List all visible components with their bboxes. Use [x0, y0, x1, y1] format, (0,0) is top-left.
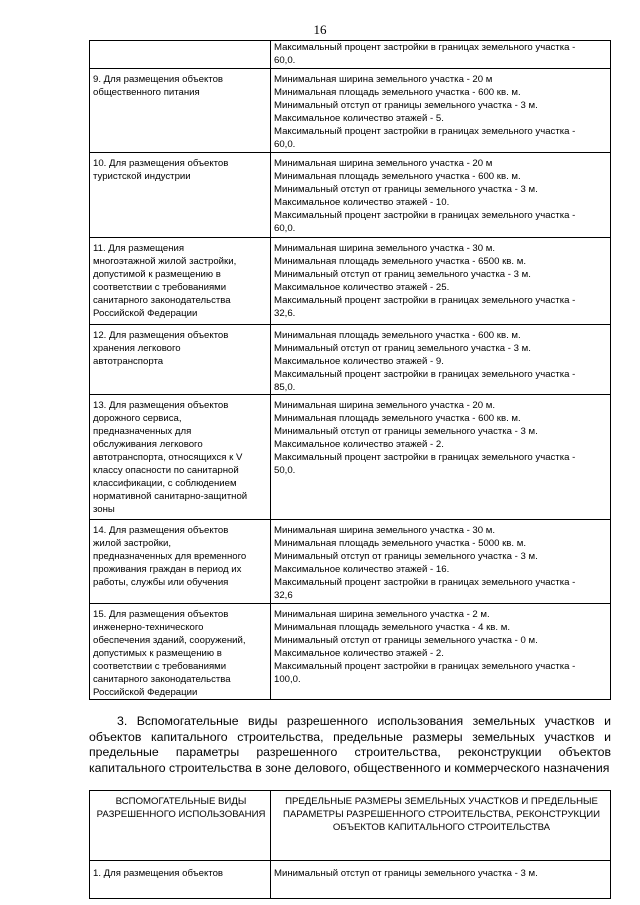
param-text-line: Минимальная ширина земельного участка - 2 м.: [274, 609, 490, 620]
use-text-line: 12. Для размещения объектов: [93, 330, 229, 341]
param-text-line: Минимальная площадь земельного участка - 600 кв. м.: [274, 330, 521, 341]
param-text-line: Максимальное количество этажей - 2.: [274, 439, 444, 450]
param-text-line: Минимальный отступ от границы земельного участка - 3 м.: [274, 184, 538, 195]
use-text-line: соответствии с требованиями: [93, 661, 227, 672]
use-cell: 1. Для размещения объектов: [90, 861, 271, 899]
param-text-line: 85,0.: [274, 382, 296, 393]
param-text-line: Минимальная ширина земельного участка - 20 м: [274, 74, 493, 85]
params-cell: [271, 395, 611, 520]
use-text-line: обслуживания легкового: [93, 439, 203, 450]
param-text-line: Максимальный процент застройки в границах земельного участка -: [274, 210, 576, 221]
param-text-line: Максимальный процент застройки в границах земельного участка -: [274, 661, 576, 672]
use-text-line: автотранспорта, относящихся к V: [93, 452, 243, 463]
use-cell: [90, 325, 271, 395]
table-row: [90, 604, 611, 700]
use-text-line: обеспечения зданий, сооружений,: [93, 635, 246, 646]
use-text-line: допустимых к размещению в: [93, 648, 222, 659]
params-cell: [271, 41, 611, 69]
params-cell: Минимальный отступ от границы земельного участка - 3 м.: [271, 861, 611, 899]
use-text-line: инженерно-технического: [93, 622, 204, 633]
table-row: [90, 153, 611, 238]
param-text-line: 32,6.: [274, 308, 296, 319]
table-row: [90, 325, 611, 395]
param-text-line: Максимальное количество этажей - 25.: [274, 282, 450, 293]
param-text-line: Минимальная площадь земельного участка - 5000 кв. м.: [274, 538, 526, 549]
section-3-heading: 3. Вспомогательные виды разрешенного использования земельных участков и объектов капитального строительства, предельные размеры земельных участков и предельные параметры разрешенного строительства, реконструкции объектов капитального строительства в зоне делового, общественного и коммерческого назначения: [89, 714, 611, 775]
param-text-line: Максимальный процент застройки в границах земельного участка -: [274, 42, 576, 53]
param-text-line: Максимальное количество этажей - 5.: [274, 113, 444, 124]
table-row: [90, 520, 611, 604]
param-text-line: Минимальный отступ от границ земельного участка - 3 м.: [274, 269, 531, 280]
use-text-line: многоэтажной жилой застройки,: [93, 256, 237, 267]
table-row: [90, 69, 611, 153]
params-cell: [271, 153, 611, 238]
use-text-line: предназначенных для: [93, 426, 192, 437]
use-text-line: 13. Для размещения объектов: [93, 400, 229, 411]
param-text-line: 100,0.: [274, 674, 301, 685]
use-text-line: нормативной санитарно-защитной: [93, 491, 248, 502]
table-header-row: [90, 791, 611, 861]
table-row: [90, 395, 611, 520]
param-text-line: Минимальная площадь земельного участка - 4 кв. м.: [274, 622, 510, 633]
use-text-line: 14. Для размещения объектов: [93, 525, 229, 536]
param-text-line: Минимальная площадь земельного участка - 600 кв. м.: [274, 87, 521, 98]
param-text-line: Минимальная площадь земельного участка - 600 кв. м.: [274, 171, 521, 182]
params-cell: [271, 325, 611, 395]
use-text-line: Российской Федерации: [93, 687, 198, 698]
param-text-line: Минимальный отступ от границы земельного участка - 0 м.: [274, 635, 538, 646]
use-text-line: классификации, с соблюдением: [93, 478, 237, 489]
param-text-line: Минимальный отступ от границ земельного участка - 3 м.: [274, 343, 531, 354]
table-row: [90, 861, 611, 899]
param-text-line: Минимальная площадь земельного участка - 6500 кв. м.: [274, 256, 526, 267]
param-text-line: Максимальное количество этажей - 2.: [274, 648, 444, 659]
param-text-line: Минимальная площадь земельного участка - 600 кв. м.: [274, 413, 521, 424]
param-text-line: 50,0.: [274, 465, 296, 476]
param-text-line: Максимальное количество этажей - 16.: [274, 564, 450, 575]
use-text-line: дорожного сервиса,: [93, 413, 182, 424]
use-text-line: 10. Для размещения объектов: [93, 158, 229, 169]
param-text-line: Максимальный процент застройки в границах земельного участка -: [274, 452, 576, 463]
param-text-line: 60,0.: [274, 223, 296, 234]
permitted-use-table: [89, 40, 611, 700]
param-text-line: Максимальный процент застройки в границах земельного участка -: [274, 369, 576, 380]
use-text-line: предназначенных для временного: [93, 551, 247, 562]
use-cell: [90, 238, 271, 325]
use-text-line: общественного питания: [93, 87, 200, 98]
use-text-line: санитарного законодательства: [93, 674, 231, 685]
page-number: 16: [313, 22, 327, 37]
use-cell: [90, 69, 271, 153]
use-text-line: автотранспорта: [93, 356, 164, 367]
param-text-line: Минимальная ширина земельного участка - 20 м: [274, 158, 493, 169]
table-row: [90, 41, 611, 69]
use-text-line: жилой застройки,: [93, 538, 172, 549]
param-text-line: Минимальная ширина земельного участка - 30 м.: [274, 243, 496, 254]
use-text-line: классу опасности по санитарной: [93, 465, 239, 476]
param-text-line: Минимальная ширина земельного участка - 30 м.: [274, 525, 496, 536]
params-cell: [271, 238, 611, 325]
param-text-line: Минимальный отступ от границы земельного участка - 3 м.: [274, 551, 538, 562]
param-text-line: Максимальное количество этажей - 10.: [274, 197, 450, 208]
use-text-line: туристской индустрии: [93, 171, 191, 182]
use-cell: [90, 604, 271, 700]
header-limit-parameters: ПРЕДЕЛЬНЫЕ РАЗМЕРЫ ЗЕМЕЛЬНЫХ УЧАСТКОВ И ПРЕДЕЛЬНЫЕ ПАРАМЕТРЫ РАЗРЕШЕННОГО СТРОИТЕЛЬСТВА, РЕКОНСТРУКЦИИ ОБЪЕКТОВ КАПИТАЛЬНОГО СТРОИТЕЛЬСТВА: [271, 791, 611, 861]
params-cell: [271, 69, 611, 153]
table-row: [90, 238, 611, 325]
use-text-line: допустимой к размещению в: [93, 269, 221, 280]
use-cell: [90, 520, 271, 604]
param-text-line: Максимальный процент застройки в границах земельного участка -: [274, 577, 576, 588]
use-text-line: 11. Для размещения: [93, 243, 185, 254]
header-auxiliary-uses: ВСПОМОГАТЕЛЬНЫЕ ВИДЫ РАЗРЕШЕННОГО ИСПОЛЬЗОВАНИЯ: [90, 791, 271, 861]
use-text-line: санитарного законодательства: [93, 295, 231, 306]
use-cell: [90, 41, 271, 69]
use-text-line: 9. Для размещения объектов: [93, 74, 224, 85]
use-cell: [90, 153, 271, 238]
param-text-line: Минимальный отступ от границы земельного участка - 3 м.: [274, 100, 538, 111]
param-text-line: Максимальное количество этажей - 9.: [274, 356, 444, 367]
use-text-line: зоны: [93, 504, 115, 515]
param-text-line: 32,6: [274, 590, 293, 601]
use-text-line: 15. Для размещения объектов: [93, 609, 229, 620]
param-text-line: 60,0.: [274, 139, 296, 150]
param-text-line: Максимальный процент застройки в границах земельного участка -: [274, 126, 576, 137]
use-cell: [90, 395, 271, 520]
param-text-line: Минимальный отступ от границы земельного участка - 3 м.: [274, 426, 538, 437]
auxiliary-use-table: [89, 790, 611, 899]
params-cell: [271, 520, 611, 604]
use-text-line: Российской Федерации: [93, 308, 198, 319]
use-text-line: работы, службы или обучения: [93, 577, 229, 588]
param-text-line: Максимальный процент застройки в границах земельного участка -: [274, 295, 576, 306]
use-text-line: соответствии с требованиями: [93, 282, 227, 293]
param-text-line: 60,0.: [274, 55, 296, 66]
use-text-line: хранения легкового: [93, 343, 181, 354]
use-text-line: проживания граждан в период их: [93, 564, 242, 575]
params-cell: [271, 604, 611, 700]
param-text-line: Минимальная ширина земельного участка - 20 м.: [274, 400, 496, 411]
